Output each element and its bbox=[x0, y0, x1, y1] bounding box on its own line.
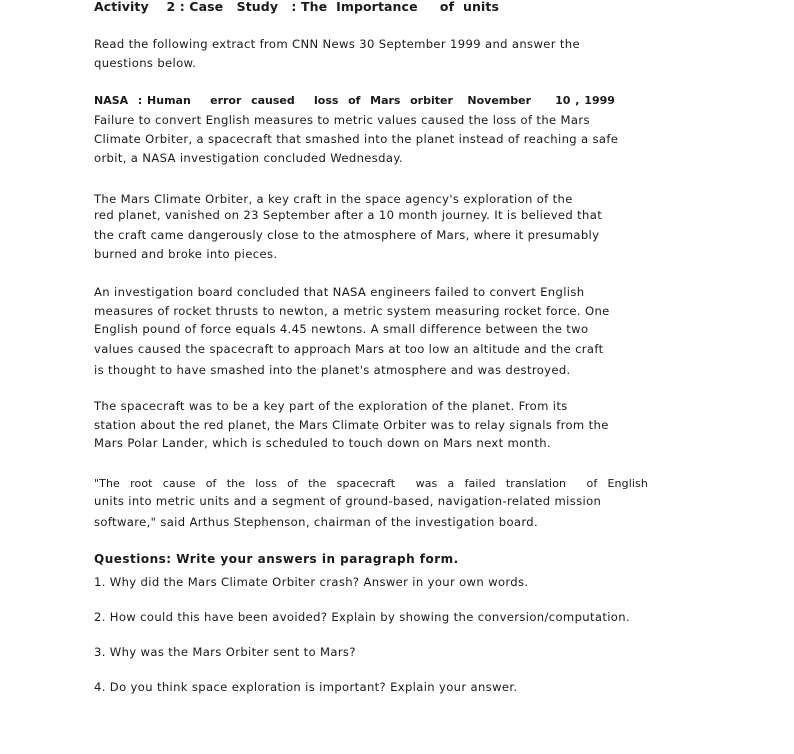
paragraph-line: An investigation board concluded that NASA engineers failed to convert English bbox=[94, 285, 585, 299]
paragraph-line: Mars Polar Lander, which is scheduled to touch down on Mars next month. bbox=[94, 436, 551, 450]
paragraph-line: red planet, vanished on 23 September after a 10 month journey. It is believed that bbox=[94, 208, 603, 222]
question-item: 1. Why did the Mars Climate Orbiter crash? Answer in your own words. bbox=[94, 575, 529, 589]
quote-line: "The root cause of the loss of the spacecraft was a failed translation of English bbox=[94, 477, 648, 490]
paragraph-line: values caused the spacecraft to approach Mars at too low an altitude and the craft bbox=[94, 342, 604, 356]
paragraph-line: The Mars Climate Orbiter, a key craft in the space agency's exploration of the bbox=[94, 192, 573, 206]
question-item: 2. How could this have been avoided? Explain by showing the conversion/computation. bbox=[94, 610, 630, 624]
quote-line: units into metric units and a segment of ground-based, navigation-related mission bbox=[94, 494, 602, 508]
intro-line: questions below. bbox=[94, 56, 197, 70]
question-item: 3. Why was the Mars Orbiter sent to Mars? bbox=[94, 645, 356, 659]
paragraph-line: orbit, a NASA investigation concluded Wednesday. bbox=[94, 151, 403, 165]
questions-heading: Questions: Write your answers in paragraph form. bbox=[94, 552, 459, 566]
quote-line: software," said Arthus Stephenson, chairman of the investigation board. bbox=[94, 515, 539, 529]
activity-title: Activity 2 : Case Study : The Importance of units bbox=[94, 0, 500, 14]
paragraph-line: Failure to convert English measures to metric values caused the loss of the Mars bbox=[94, 113, 590, 127]
paragraph-line: Climate Orbiter, a spacecraft that smashed into the planet instead of reaching a safe bbox=[94, 132, 619, 146]
paragraph-line: the craft came dangerously close to the atmosphere of Mars, where it presumably bbox=[94, 228, 600, 242]
paragraph-line: The spacecraft was to be a key part of the exploration of the planet. From its bbox=[94, 399, 568, 413]
paragraph-line: station about the red planet, the Mars Climate Orbiter was to relay signals from the bbox=[94, 418, 609, 432]
question-item: 4. Do you think space exploration is important? Explain your answer. bbox=[94, 680, 518, 694]
paragraph-line: measures of rocket thrusts to newton, a metric system measuring rocket force. One bbox=[94, 304, 610, 318]
intro-line: Read the following extract from CNN News 30 September 1999 and answer the bbox=[94, 37, 580, 51]
paragraph-line: burned and broke into pieces. bbox=[94, 247, 278, 261]
paragraph-line: English pound of force equals 4.45 newtons. A small difference between the two bbox=[94, 322, 589, 336]
news-headline: NASA : Human error caused loss of Mars orbiter November 10 , 1999 bbox=[94, 94, 615, 107]
paragraph-line: is thought to have smashed into the planet's atmosphere and was destroyed. bbox=[94, 363, 571, 377]
